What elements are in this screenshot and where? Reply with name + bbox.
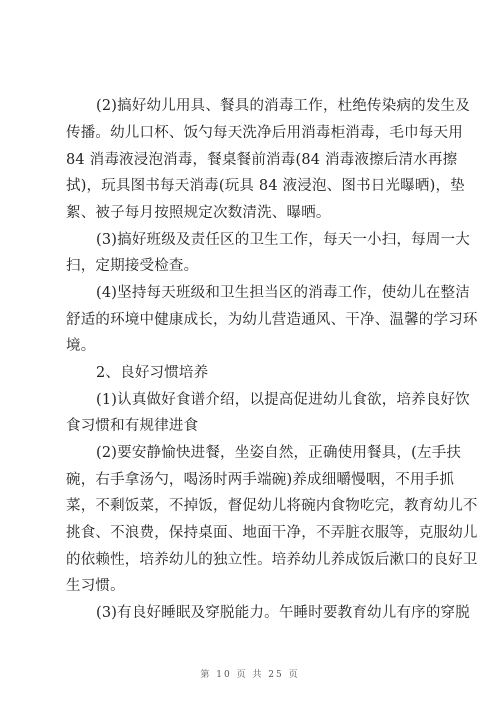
text-line: (2)要安静愉快进餐，坐姿自然，正确使用餐具，(左手扶: [96, 445, 462, 461]
text-line: 拭)，玩具图书每天消毒(玩具 84 液浸泡、图书日光曝晒)，垫: [66, 178, 465, 194]
text-line: 境。: [66, 338, 96, 354]
text-line: (1)认真做好食谱介绍，以提高促进幼儿食欲，培养良好饮: [96, 392, 470, 408]
text-line: (4)坚持每天班级和卫生担当区的消毒工作，使幼儿在整洁: [96, 285, 470, 301]
text-line: 菜，不剩饭菜，不掉饭，督促幼儿将碗内食物吃完，教育幼儿不: [66, 498, 478, 514]
text-line: (3)搞好班级及责任区的卫生工作，每天一小扫，每周一大: [96, 232, 470, 248]
text-line: 碗，右手拿汤勺，喝汤时两手端碗)养成细嚼慢咽，不用手抓: [66, 472, 455, 488]
page-footer: 第 10 页 共 25 页: [200, 670, 300, 680]
text-line: (3)有良好睡眠及穿脱能力。午睡时要教育幼儿有序的穿脱: [96, 605, 470, 621]
text-line: 挑食、不浪费，保持桌面、地面干净，不弄脏衣服等，克服幼儿: [66, 525, 478, 541]
text-line: 舒适的环境中健康成长，为幼儿营造通风、干净、温馨的学习环: [66, 312, 478, 328]
section-heading: 2、良好习惯培养: [96, 365, 209, 381]
text-line: 传播。幼儿口杯、饭勺每天洗净后用消毒柜消毒，毛巾每天用: [66, 125, 463, 141]
text-line: 食习惯和有规律进食: [66, 418, 199, 434]
text-line: (2)搞好幼儿用具、餐具的消毒工作，杜绝传染病的发生及: [96, 98, 470, 114]
text-line: 絮、被子每月按照规定次数清洗、曝晒。: [66, 205, 331, 221]
text-line: 84 消毒液浸泡消毒，餐桌餐前消毒(84 消毒液擦后清水再擦: [66, 152, 458, 168]
text-line: 生习惯。: [66, 578, 125, 594]
text-line: 的依赖性，培养幼儿的独立性。培养幼儿养成饭后漱口的良好卫: [66, 552, 478, 568]
text-line: 扫，定期接受检查。: [66, 258, 199, 274]
